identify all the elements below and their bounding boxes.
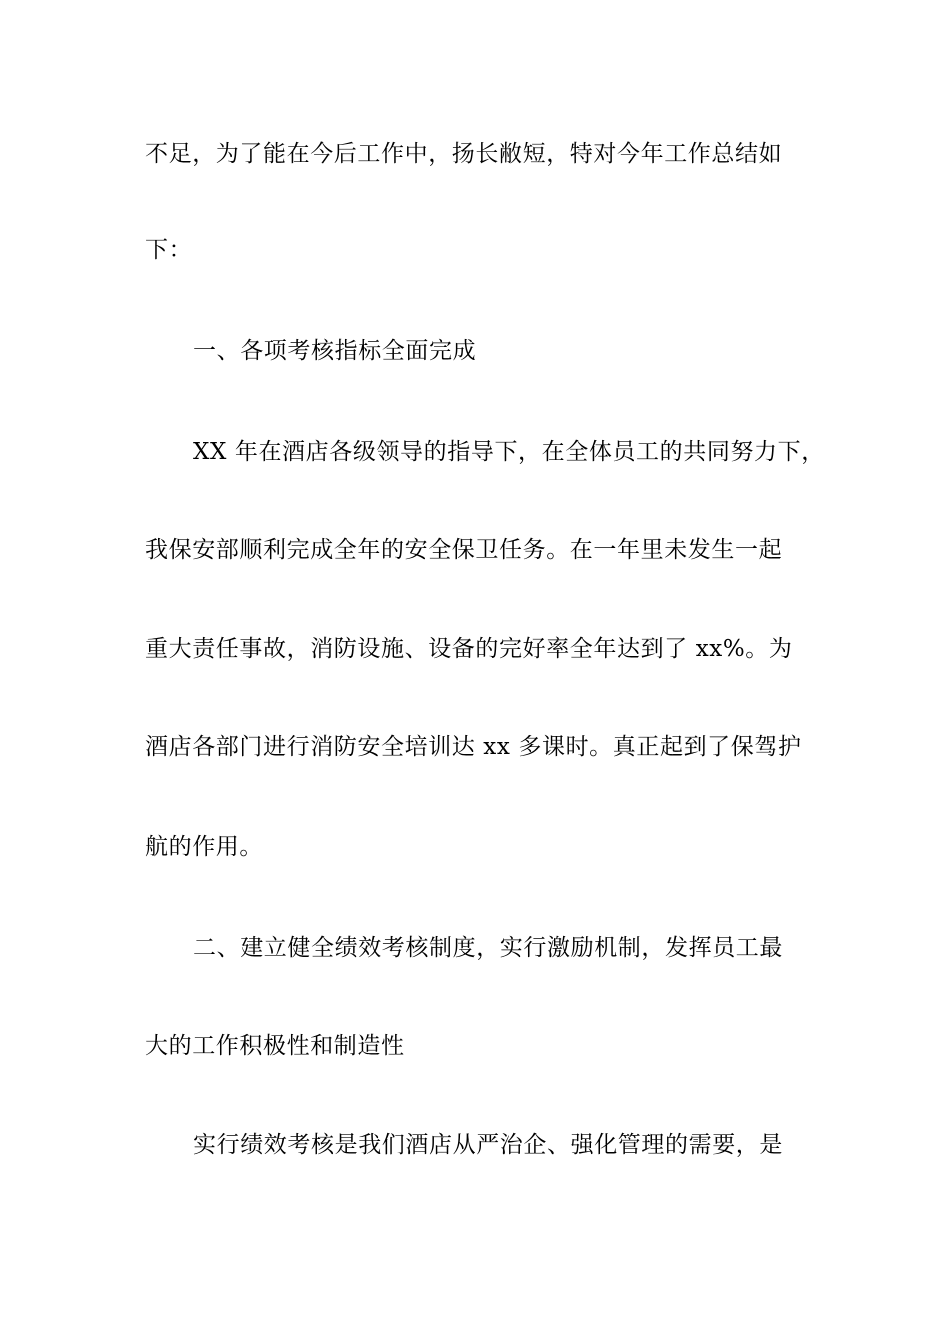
paragraph-line-5: 重大责任事故，消防设施、设备的完好率全年达到了 xx%。为 (145, 636, 793, 662)
paragraph-line-3: XX 年在酒店各级领导的指导下，在全体员工的共同努力下， (193, 439, 825, 465)
section-heading-2: 二、建立健全绩效考核制度，实行激励机制，发挥员工最 (193, 935, 783, 961)
paragraph-line-8: 实行绩效考核是我们酒店从严治企、强化管理的需要，是 (193, 1132, 783, 1158)
paragraph-line-7: 航的作用。 (145, 834, 263, 860)
section-heading-2-continued: 大的工作积极性和制造性 (145, 1033, 405, 1059)
paragraph-line-2: 下： (145, 237, 193, 263)
paragraph-line-1: 不足，为了能在今后工作中，扬长敝短，特对今年工作总结如 (145, 141, 783, 167)
paragraph-line-4: 我保安部顺利完成全年的安全保卫任务。在一年里未发生一起 (145, 537, 783, 563)
paragraph-line-6: 酒店各部门进行消防安全培训达 xx 多课时。真正起到了保驾护 (145, 734, 802, 760)
section-heading-1: 一、各项考核指标全面完成 (193, 338, 477, 364)
